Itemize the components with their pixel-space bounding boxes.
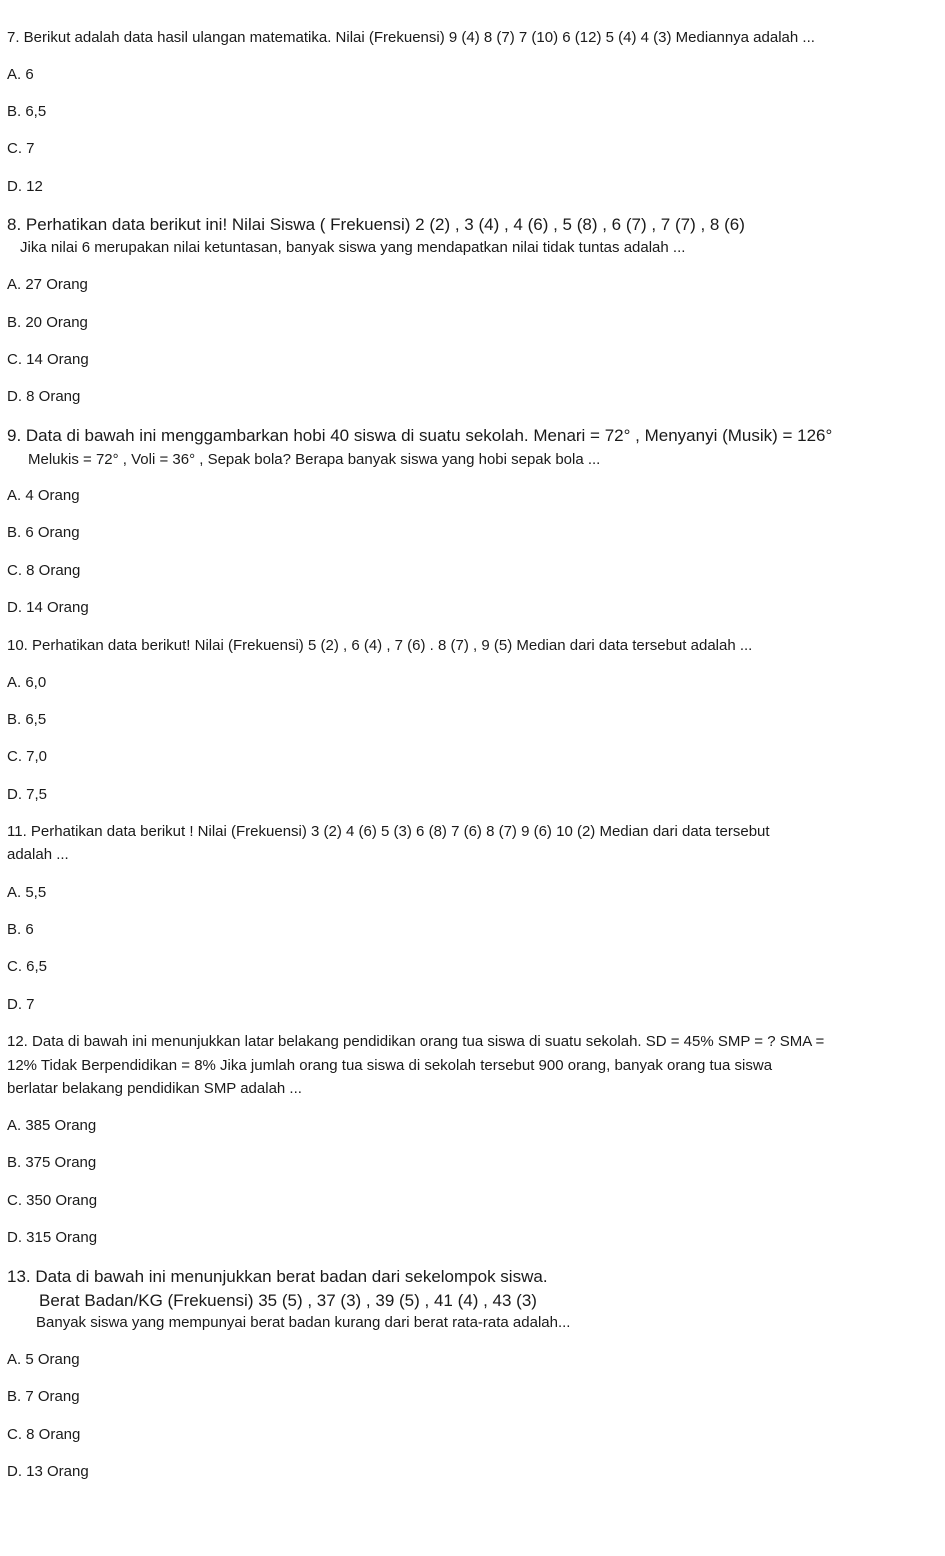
- question-8-option-d: D. 8 Orang: [7, 388, 81, 405]
- question-9-option-a: A. 4 Orang: [7, 487, 80, 504]
- question-7-option-d: D. 12: [7, 178, 43, 195]
- question-11-option-d: D. 7: [7, 996, 35, 1013]
- question-13-text: 13. Data di bawah ini menunjukkan berat badan dari sekelompok siswa.: [7, 1267, 548, 1286]
- question-8-option-c: C. 14 Orang: [7, 351, 89, 368]
- question-12-option-a: A. 385 Orang: [7, 1117, 97, 1134]
- question-13-option-b: B. 7 Orang: [7, 1388, 80, 1405]
- question-11-option-b: B. 6: [7, 921, 34, 938]
- question-8-option-a: A. 27 Orang: [7, 276, 88, 293]
- question-9-option-b: B. 6 Orang: [7, 524, 80, 541]
- question-8-option-b: B. 20 Orang: [7, 314, 88, 331]
- question-11-text-line-2: adalah ...: [7, 846, 69, 863]
- question-13-option-c: C. 8 Orang: [7, 1426, 81, 1443]
- question-11-option-c: C. 6,5: [7, 958, 48, 975]
- question-11-option-a: A. 5,5: [7, 884, 47, 901]
- question-7-option-c: C. 7: [7, 140, 35, 157]
- question-7-option-b: B. 6,5: [7, 103, 47, 120]
- question-8-text-line-2: Jika nilai 6 merupakan nilai ketuntasan, banyak siswa yang mendapatkan nilai tidak tuntas adalah ...: [20, 239, 686, 256]
- question-7-text: 7. Berikut adalah data hasil ulangan matematika. Nilai (Frekuensi) 9 (4) 8 (7) 7 (10) 6 (12) 5 (4) 4 (3) Mediannya adalah ...: [7, 29, 815, 46]
- question-12-text-line-2: 12% Tidak Berpendidikan = 8% Jika jumlah orang tua siswa di sekolah tersebut 900 orang, banyak orang tua siswa: [7, 1057, 773, 1074]
- question-7-option-a: A. 6: [7, 66, 34, 83]
- question-12-option-d: D. 315 Orang: [7, 1229, 98, 1246]
- question-10-text: 10. Perhatikan data berikut! Nilai (Frekuensi) 5 (2) , 6 (4) , 7 (6) . 8 (7) , 9 (5) Median dari data tersebut adalah ...: [7, 637, 753, 654]
- question-9-text-line-2: Melukis = 72° , Voli = 36° , Sepak bola? Berapa banyak siswa yang hobi sepak bola ...: [28, 451, 601, 468]
- question-10-option-c: C. 7,0: [7, 748, 48, 765]
- question-10-option-a: A. 6,0: [7, 674, 47, 691]
- question-12-option-c: C. 350 Orang: [7, 1192, 98, 1209]
- question-9-text: 9. Data di bawah ini menggambarkan hobi 40 siswa di suatu sekolah. Menari = 72° , Menyanyi (Musik) = 126°: [7, 426, 833, 445]
- question-13-text-line-2: Berat Badan/KG (Frekuensi) 35 (5) , 37 (3) , 39 (5) , 41 (4) , 43 (3): [39, 1291, 537, 1310]
- question-9-option-c: C. 8 Orang: [7, 562, 81, 579]
- question-13-option-a: A. 5 Orang: [7, 1351, 80, 1368]
- question-9-option-d: D. 14 Orang: [7, 599, 89, 616]
- question-8-text: 8. Perhatikan data berikut ini! Nilai Siswa ( Frekuensi) 2 (2) , 3 (4) , 4 (6) , 5 (8) , 6 (7) , 7 (7) , 8 (6): [7, 215, 745, 234]
- question-12-option-b: B. 375 Orang: [7, 1154, 97, 1171]
- question-13-text-line-3: Banyak siswa yang mempunyai berat badan kurang dari berat rata-rata adalah...: [36, 1314, 571, 1331]
- question-11-text: 11. Perhatikan data berikut ! Nilai (Frekuensi) 3 (2) 4 (6) 5 (3) 6 (8) 7 (6) 8 (7) 9 (6) 10 (2) Median dari data tersebut: [7, 823, 770, 840]
- question-12-text: 12. Data di bawah ini menunjukkan latar belakang pendidikan orang tua siswa di suatu sekolah. SD = 45% SMP = ? SMA =: [7, 1033, 825, 1050]
- question-10-option-b: B. 6,5: [7, 711, 47, 728]
- question-13-option-d: D. 13 Orang: [7, 1463, 89, 1480]
- question-10-option-d: D. 7,5: [7, 786, 48, 803]
- question-12-text-line-3: berlatar belakang pendidikan SMP adalah ...: [7, 1080, 302, 1097]
